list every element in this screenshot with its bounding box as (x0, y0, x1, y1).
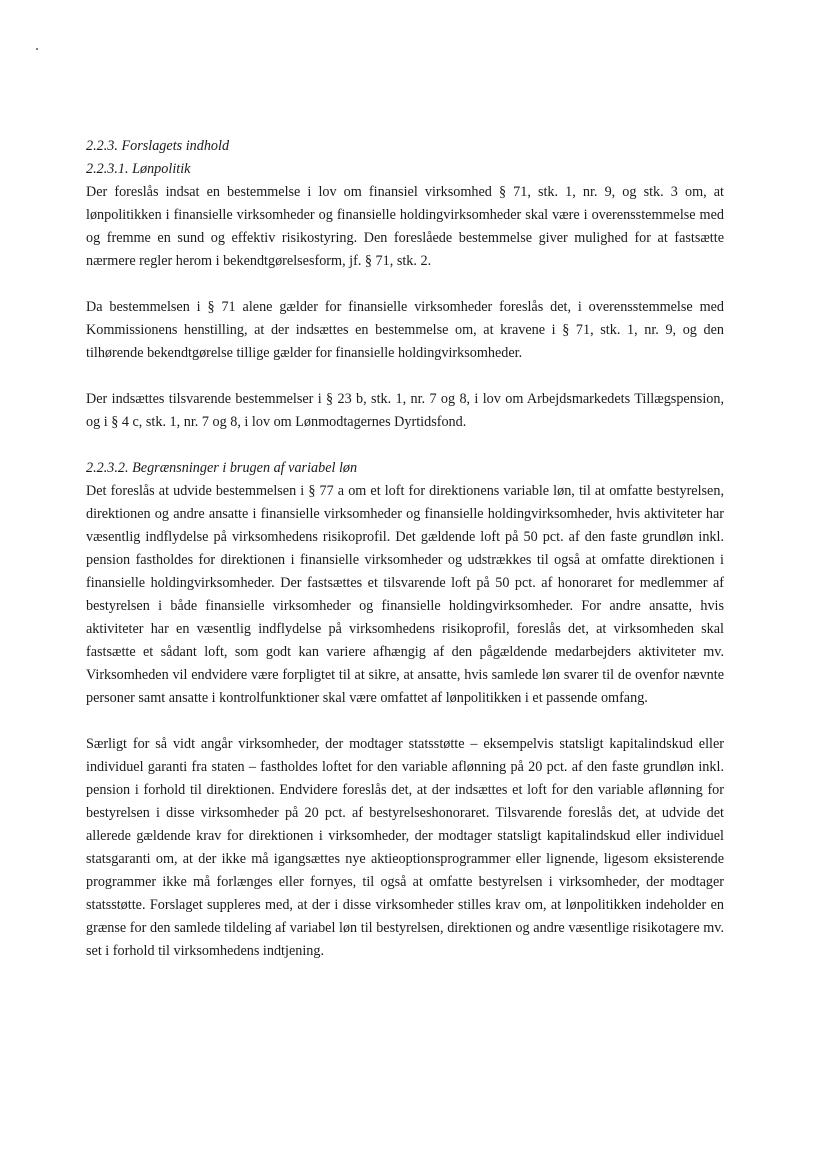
paragraph-gap (86, 365, 724, 388)
document-page (86, 135, 724, 963)
paragraph-5: Særligt for så vidt angår virksomheder, der modtager statsstøtte – eksempelvis statsligt kapitalindskud eller individuel garanti fra staten – fastholdes loftet for den variable aflønning på 20 pct. af den faste grundløn inkl. pension i forhold til direktionen. Endvidere foreslås det, at der indsættes et loft for den variable aflønning for bestyrelsen i disse virksomheder på 20 pct. af bestyrelseshonoraret. Tilsvarende foreslås det, at udvide det allerede gældende krav for direktionen i virksomheder, der modtager statsligt kapitalindskud eller individuel statsgaranti om, at der ikke må igangsættes nye aktieoptionsprogrammer eller lignende, ligesom eksisterende programmer ikke må forlænges eller fornyes, til også at omfatte bestyrelsen i virksomheder, der modtager statsstøtte. Forslaget suppleres med, at der i disse virksomheder stilles krav om, at lønpolitikken indeholder en grænse for den samlede tildeling af variabel løn til bestyrelsen, direktionen og andre væsentlige risikotagere mv. set i forhold til virksomhedens indtjening. (86, 736, 724, 959)
paragraph-gap (86, 434, 724, 457)
section-heading-2-2-3-1: 2.2.3.1. Lønpolitik (86, 161, 191, 177)
paragraph-gap (86, 710, 724, 733)
paragraph-4: Det foreslås at udvide bestemmelsen i § 77 a om et loft for direktionens variable løn, til at omfatte bestyrelsen, direktionen og andre ansatte i finansielle virksomheder og finansielle holdingvirksomheder, hvis aktiviteter har væsentlig indflydelse på virksomhedens risikoprofil. Det gældende loft på 50 pct. af den faste grundløn inkl. pension fastholdes for direktionen i finansielle virksomheder og udstrækkes til også at omfatte direktionen i finansielle holdingvirksomheder. Der fastsættes et tilsvarende loft på 50 pct. af honoraret for medlemmer af bestyrelsen i både finansielle virksomheder og finansielle holdingvirksomheder. For andre ansatte, hvis aktiviteter har en væsentlig indflydelse på virksomhedens risikoprofil, foreslås det, at virksomheden skal fastsætte et sådant loft, som godt kan variere afhængig af den pågældende medarbejders aktiviteter mv. Virksomheden vil endvidere være forpligtet til at sikre, at ansatte, hvis samlede løn svarer til de ovenfor nævnte personer samt ansatte i kontrolfunktioner skal være omfattet af lønpolitikken i et passende omfang. (86, 483, 724, 706)
paragraph-2: Da bestemmelsen i § 71 alene gælder for finansielle virksomheder foreslås det, i overensstemmelse med Kommissionens henstilling, at der indsættes en bestemmelse om, at kravene i § 71, stk. 1, nr. 9, og den tilhørende bekendtgørelse tillige gælder for finansielle holdingvirksomheder. (86, 299, 724, 361)
paragraph-1: Der foreslås indsat en bestemmelse i lov om finansiel virksomhed § 71, stk. 1, nr. 9, og stk. 3 om, at lønpolitikken i finansielle virksomheder og finansielle holdingvirksomheder skal være i overensstemmelse med og fremme en sund og effektiv risikostyring. Den foreslåede bestemmelse giver mulighed for at fastsætte nærmere regler herom i bekendtgørelsesform, jf. § 71, stk. 2. (86, 184, 724, 269)
paragraph-gap (86, 273, 724, 296)
section-heading-2-2-3-2: 2.2.3.2. Begrænsninger i brugen af variabel løn (86, 460, 358, 476)
section-heading-2-2-3: 2.2.3. Forslagets indhold (86, 138, 230, 154)
scan-mark (36, 48, 38, 50)
paragraph-3: Der indsættes tilsvarende bestemmelser i § 23 b, stk. 1, nr. 7 og 8, i lov om Arbejdsmarkedets Tillægspension, og i § 4 c, stk. 1, nr. 7 og 8, i lov om Lønmodtagernes Dyrtidsfond. (86, 391, 724, 430)
